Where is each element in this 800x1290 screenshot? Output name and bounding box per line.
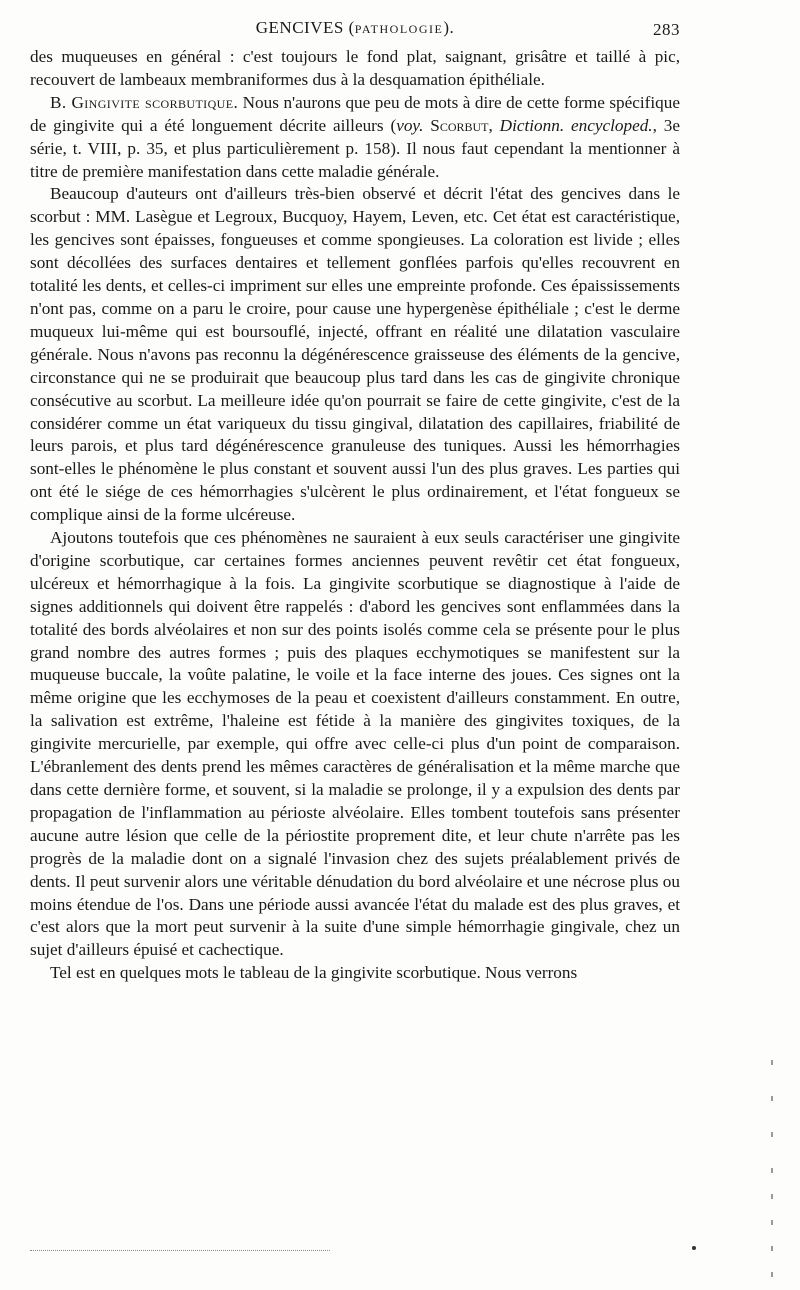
running-head-paren-open: ( [343,18,355,37]
margin-tick [771,1272,773,1277]
page-speck [692,1246,696,1250]
margin-marks [766,1060,780,1280]
reference-dictionary: Dictionn. encycloped. [492,115,653,135]
body-text [30,46,680,985]
reference-voy: voy. [396,115,424,135]
margin-tick [771,1132,773,1137]
paragraph-diagnosis: Ajoutons toutefois que ces phénomènes ne sauraient à eux seuls caractériser une gingivite d'origine scorbutique, car certaines formes anciennes peuvent revêtir cet état fongueux, ulcéreux et hémorrhagique à la fois. La gingivite scorbutique se diagnostique à l'aide de signes additionnels qui doivent être rappelés : d'abord les gencives sont enflammées dans la totalité des bords alvéolaires et non sur des points isolés comme cela se présente pour le plus grand nombre des autres formes ; puis des plaques ecchymotiques se manifestent sur la muqueuse buccale, la voûte palatine, le voile et la face interne des joues. Ces signes ont la même origine que les ecchymoses de la peau et coexistent d'ailleurs constamment. En outre, la salivation est extrême, l'haleine est fétide à la manière des gingivites toxiques, de la gingivite mercurielle, par exemple, qui offre avec celle-ci plus d'un point de comparaison. L'ébranlement des dents prend les mêmes caractères de généralisation et la même marche que dans cette dernière forme, et souvent, si la maladie se prolonge, il y a expulsion des dents par propagation de l'inflammation au périoste alvéolaire. Elles tombent toutefois sans présenter aucune autre lésion que celle de la périostite proprement dite, et leur chute n'arrête pas les progrès de la maladie dont on a signalé l'invasion chez des sujets préalablement privés de dents. Il peut survenir alors une véritable dénudation du bord alvéolaire et une nécrose plus ou moins étendue de l'os. Dans une période aussi avancée l'état du malade est des plus graves, et c'est alors que la mort peut survenir à la suite d'une simple hémorrhagie gingivale, chez un sujet d'ailleurs épuisé et cachectique. [30,528,680,960]
running-head-title: GENCIVES [255,18,344,37]
running-head [30,18,680,38]
margin-tick [771,1096,773,1101]
paragraph-scorbutic-intro [30,92,680,184]
paragraph-description: Beaucoup d'auteurs ont d'ailleurs très-bien observé et décrit l'état des gencives dans le scorbut : MM. Lasègue et Legroux, Bucquoy, Hayem, Leven, etc. Cet état est caractéristique, les gencives sont épaisses, fongueuses et comme spongieuses. La coloration est livide ; elles sont décollées des surfaces dentaires et tellement gonflées parfois qu'elles recouvrent en totalité les dents, et celles-ci impriment sur elles une empreinte profonde. Ces épaississements n'ont pas, comme on a paru le croire, pour cause une hypergenèse épithéliale ; c'est le derme muqueux lui-même qui est boursouflé, injecté, offrant en réalité une dilatation vasculaire générale. Nous n'avons pas reconnu la dégénérescence graisseuse des éléments de la gencive, circonstance qui ne se produirait que beaucoup plus tard dans les cas de gingivite chronique consécutive au scorbut. La meilleure idée qu'on pourrait se faire de cette gingivite, c'est de la considérer comme un état variqueux du tissu gingival, dilatation des capillaires, friabilité de leurs parois, et plus tard dégénérescence granuleuse des tuniques. Aussi les hémorrhagies sont-elles le phénomène le plus constant et souvent aussi l'un des plus graves. Les parties qui ont été le siége de ces hémorrhagies s'ulcèrent le plus ordinairement, et l'état fongueux se complique ainsi de la forme ulcéreuse. [30,184,680,525]
running-head-paren-close: ). [443,18,455,37]
section-heading: B. Gingivite scorbutique. [50,92,239,112]
margin-tick [771,1220,773,1225]
paragraph-text: Nous n'aurons que peu de mots à dire de cette forme spécifique de gingivite qui a été longuement décrite ailleurs ( [30,92,680,135]
page-header [30,18,680,44]
margin-tick [771,1246,773,1251]
margin-tick [771,1168,773,1173]
paragraph-conclusion: Tel est en quelques mots le tableau de la gingivite scorbutique. Nous verrons [50,963,578,983]
bottom-dotted-rule [30,1250,330,1251]
running-head-subtitle: PATHOLOGIE [354,22,444,36]
margin-tick [771,1060,773,1065]
page-number: 283 [653,20,680,39]
margin-tick [771,1194,773,1199]
paragraph-text: , 3e série, t. VIII, p. 35, et plus particulièrement p. 158). Il nous faut cependant la mentionner à titre de première manifestation dans cette maladie générale. [30,115,680,181]
reference-scorbut: Scorbut, [423,115,493,135]
paragraph-continuation: des muqueuses en général : c'est toujours le fond plat, saignant, grisâtre et taillé à pic, recouvert de lambeaux membraniformes dus à la desquamation épithéliale. [30,47,680,89]
